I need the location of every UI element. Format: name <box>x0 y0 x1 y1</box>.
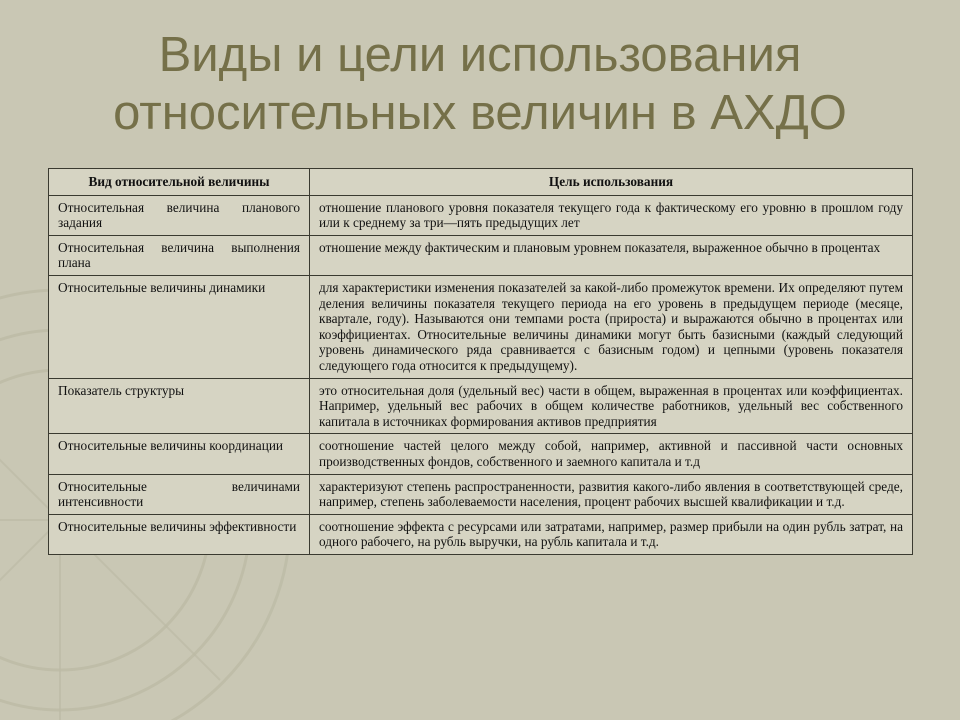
table-row <box>49 275 913 378</box>
row-kind-cell: Относительные величинами интенсивности <box>49 474 310 514</box>
row-goal-cell: отношение планового уровня показателя текущего года к фактическому его уровню в прошлом году или к среднему за три—пять предыдущих лет <box>310 195 913 235</box>
row-kind-cell: Относительные величины динамики <box>49 275 310 378</box>
table-row <box>49 434 913 474</box>
table-row <box>49 378 913 434</box>
row-goal-cell: это относительная доля (удельный вес) части в общем, выраженная в процентах или коэффициентах. Например, удельный вес рабочих в общем количестве работников, удельный вес собственного капитала в источниках формирования активов предприятия <box>310 378 913 434</box>
row-goal-cell: характеризуют степень распространенности, развития какого-либо явления в соответствующей среде, например, степень заболеваемости населения, процент рабочих высшей квалификации и т.д. <box>310 474 913 514</box>
row-goal-cell: соотношение эффекта с ресурсами или затратами, например, размер прибыли на один рубль затрат, на одного рабочего, на рубль выручки, на рубль капитала и т.д. <box>310 514 913 554</box>
column-header-kind: Вид относительной величины <box>49 169 310 196</box>
relative-values-table <box>48 168 913 555</box>
slide-title-line-2: относительных величин в АХДО <box>113 86 847 140</box>
row-kind-cell: Показатель структуры <box>49 378 310 434</box>
row-kind-cell: Относительные величины координации <box>49 434 310 474</box>
table-row <box>49 474 913 514</box>
row-kind-cell: Относительная величина планового задания <box>49 195 310 235</box>
slide-title <box>20 26 940 142</box>
row-goal-cell: соотношение частей целого между собой, например, активной и пассивной части основных производственных фондов, собственного и заемного капитала и т.д <box>310 434 913 474</box>
table-header-row <box>49 169 913 196</box>
row-goal-cell: отношение между фактическим и плановым уровнем показателя, выраженное обычно в процентах <box>310 235 913 275</box>
table-row <box>49 235 913 275</box>
slide-title-line-1: Виды и цели использования <box>158 28 802 82</box>
row-goal-cell: для характеристики изменения показателей за какой-либо промежуток времени. Их определяют путем деления величины показателя текущего периода на его уровень в предыдущем периоде (месяце, квартале, году). Называются они темпами роста (прироста) и выражаются обычно в процентах или коэффициентах. Относительные величины динамики могут быть базисными (каждый следующий уровень динамического ряда сравнивается с базисным годом) и цепными (уровень показателя следующего года относится к предыдущему). <box>310 275 913 378</box>
table-row <box>49 514 913 554</box>
column-header-goal: Цель использования <box>310 169 913 196</box>
row-kind-cell: Относительные величины эффективности <box>49 514 310 554</box>
table-row <box>49 195 913 235</box>
row-kind-cell: Относительная величина выполнения плана <box>49 235 310 275</box>
